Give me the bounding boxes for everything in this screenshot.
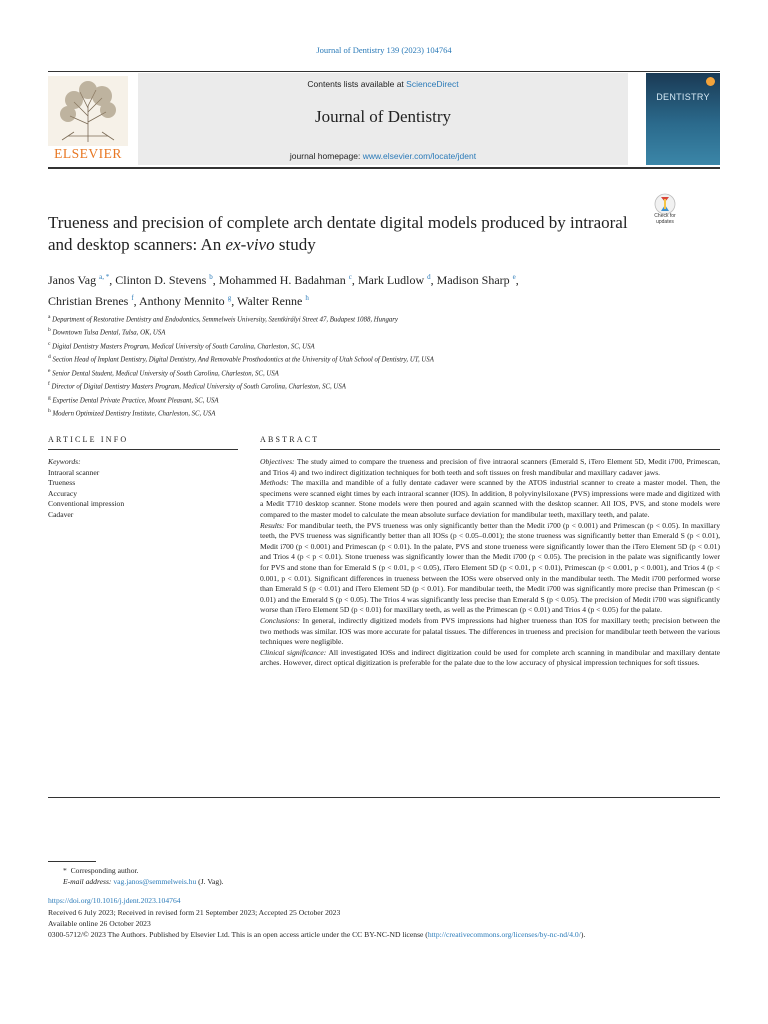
available-online: Available online 26 October 2023 bbox=[48, 918, 151, 928]
author-name[interactable]: Anthony Mennito bbox=[139, 294, 225, 308]
affiliation-item bbox=[48, 393, 688, 406]
affiliation-item bbox=[48, 352, 688, 365]
header-bottom-rule bbox=[48, 167, 720, 169]
author-affiliation-mark[interactable]: d bbox=[427, 273, 431, 281]
affiliation-item bbox=[48, 366, 688, 379]
crossmark-label bbox=[650, 214, 680, 225]
homepage-link[interactable]: www.elsevier.com/locate/jdent bbox=[362, 151, 477, 161]
affiliation-mark: c bbox=[48, 340, 51, 347]
author-affiliation-mark[interactable]: c bbox=[348, 273, 352, 281]
elsevier-wordmark: ELSEVIER bbox=[54, 146, 122, 161]
article-title-end: study bbox=[274, 234, 316, 254]
author-name[interactable]: Walter Renne bbox=[236, 294, 303, 308]
article-info-rule bbox=[48, 449, 238, 450]
affiliation-mark: h bbox=[48, 408, 51, 415]
journal-title: Journal of Dentistry bbox=[315, 107, 451, 126]
affiliation-text: Modern Optimized Dentistry Institute, Charleston, SC, USA bbox=[52, 410, 216, 418]
objectives-label: Objectives: bbox=[260, 457, 295, 466]
homepage-prefix: journal homepage: bbox=[289, 151, 363, 161]
license-link[interactable]: http://creativecommons.org/licenses/by-nc-nd/4.0/ bbox=[427, 930, 581, 940]
cover-badge-icon bbox=[706, 77, 715, 86]
keywords-block bbox=[48, 457, 238, 521]
results-text: For mandibular teeth, the PVS trueness was only significantly better than the Medit i700 (p < 0.001) and Primescan (p < 0.05). In maxillary teeth, the PVS trueness was significantly better than all IOSs (p < 0.05–0.001); the stone trueness was significantly better than Emerald S (p < 0.01), Medit i700 (p < 0.001) and Primescan (p < 0.01). In the palate, PVS and stone trueness were significantly lower than the iTero Element 5D (p < 0.01) and Trios 4 (p < p < 0.01). Stone trueness was significantly lower than the Medit i700 (p < 0.05). The precision in the palate was significantly lower for PVS and stone than for Emerald S (p < 0.01, p < 0.05), iTero Element 5D (p < 0.01, p < 0.01), Primescan (p < 0.001, p < 0.001), and Trios 4 (p < 0.001, p < 0.01). Significant differences in trueness between the IOSs were observed only in the mandibular teeth. The Medit i700 performed worse than Emerald S (p < 0.01) and iTero Element 5D (p < 0.01). For mandibular teeth, the Medit i700 was significantly more precise than Primescan (p < 0.01) and the Emerald S (p < 0.05). The Trios 4 was significantly less precise than Emerald S (p < 0.05). The precision of Medit i700 was significantly worse than iTero Element 5D (p < 0.01) for maxillary teeth, as well as the Primescan (p < 0.01) and Trios 4 (p < 0.05) for the palate. bbox=[260, 520, 720, 615]
author-name[interactable]: Mark Ludlow bbox=[357, 273, 425, 287]
contents-prefix: Contents lists available at bbox=[307, 79, 407, 89]
affiliation-mark: f bbox=[48, 381, 50, 388]
affiliation-mark: e bbox=[48, 367, 51, 374]
clinical-significance-text: All investigated IOSs and indirect digitization could be used for complete arch scanning in mandibular and maxillary dentate arches. However, direct optical digitization is preferable for the palate due to the low accuracy of physical impression techniques for soft tissues. bbox=[260, 647, 720, 668]
author-name[interactable]: Christian Brenes bbox=[48, 294, 129, 308]
affiliation-item bbox=[48, 339, 688, 352]
abstract-body bbox=[260, 457, 720, 669]
journal-cover-image[interactable] bbox=[646, 73, 720, 165]
affiliation-text: Expertise Dental Private Practice, Mount Pleasant, SC, USA bbox=[52, 397, 219, 405]
crossmark-icon bbox=[650, 193, 680, 215]
keyword-item: Accuracy bbox=[48, 488, 78, 498]
author-name[interactable]: Madison Sharp bbox=[436, 273, 510, 287]
article-title-italic: ex-vivo bbox=[225, 234, 275, 254]
license-suffix: ). bbox=[580, 930, 586, 940]
clinical-significance-label: Clinical significance: bbox=[260, 647, 327, 657]
author-affiliation-mark[interactable]: f bbox=[131, 294, 134, 302]
author-list: Janos Vag $^{a, *}$, Clinton D. Stevens $^b$, Mohammed H. Badahman $^c$, Mark Ludlow $^d$, Madison Sharp $^e$, Christian Brenes $^f$, Anthony Mennito $^g$, Walter Renne $^h$ bbox=[48, 273, 519, 308]
abstract-objectives bbox=[260, 457, 720, 478]
methods-text: The maxilla and mandible of a fully dentate cadaver were scanned by the ATOS industrial scanner to create a master model. Then, the specimens were scanned eight times by each intraoral scanner (IOS). In addition, 8 polyvinylsiloxane (PVS) impressions were made and digitized with a Medit T710 desktop scanner. Stone models were then poured and again scanned with the desktop scanner. All IOS, PVS, and stone models were compared to the master model to calculate the mean absolute surface deviation for mandibular teeth, maxillary teeth, and palate. bbox=[260, 478, 720, 519]
keyword-item: Cadaver bbox=[48, 509, 74, 519]
author-affiliation-mark[interactable]: a, * bbox=[99, 273, 110, 281]
abstract-clinical-significance bbox=[260, 648, 720, 669]
affiliation-list bbox=[48, 312, 688, 420]
author-affiliation-mark[interactable]: b bbox=[209, 273, 213, 281]
article-title-main: Trueness and precision of complete arch dentate digital models produced by intraoral and desktop scanners: An bbox=[48, 213, 628, 254]
keyword-item: Conventional impression bbox=[48, 499, 125, 509]
footnotes bbox=[48, 865, 720, 940]
article-title bbox=[48, 212, 638, 255]
footnote-rule bbox=[48, 861, 96, 862]
author-name[interactable]: Clinton D. Stevens bbox=[115, 273, 207, 287]
conclusions-label: Conclusions: bbox=[260, 615, 301, 625]
sciencedirect-link[interactable]: ScienceDirect bbox=[406, 79, 459, 89]
author-name[interactable]: Mohammed H. Badahman bbox=[218, 273, 346, 287]
affiliation-item bbox=[48, 312, 688, 325]
journal-homepage-line bbox=[138, 151, 628, 161]
crossmark-label-line1: Check for bbox=[654, 213, 676, 219]
contents-available-line bbox=[138, 79, 628, 89]
journal-header-box bbox=[138, 73, 628, 165]
abstract-methods bbox=[260, 478, 720, 520]
results-label: Results: bbox=[260, 520, 285, 530]
abstract-rule bbox=[260, 449, 720, 450]
conclusions-text: In general, indirectly digitized models from PVS impressions had higher trueness than IOS for maxillary teeth; precision between the two methods was similar. IOS was more accurate for palatal tissues. The differences in trueness and precision for mandibular teeth between the various techniques were negligible. bbox=[260, 615, 720, 647]
affiliation-item bbox=[48, 406, 688, 419]
email-suffix: (J. Vag). bbox=[196, 877, 224, 887]
author-name[interactable]: Janos Vag bbox=[48, 273, 97, 287]
check-for-updates-button[interactable] bbox=[650, 193, 680, 229]
abstract-conclusions bbox=[260, 616, 720, 648]
elsevier-logo[interactable] bbox=[48, 76, 128, 164]
affiliation-item bbox=[48, 325, 688, 338]
affiliation-text: Director of Digital Dentistry Masters Program, Medical University of South Carolina, Charleston, SC, USA bbox=[51, 383, 346, 391]
cover-title: DENTISTRY bbox=[656, 92, 710, 102]
keywords-label: Keywords: bbox=[48, 457, 81, 466]
abstract-results bbox=[260, 521, 720, 616]
crossmark-label-line2: updates bbox=[656, 218, 674, 225]
author-affiliation-mark[interactable]: h bbox=[305, 294, 309, 302]
journal-reference[interactable]: Journal of Dentistry 139 (2023) 104764 bbox=[316, 45, 452, 55]
elsevier-tree-icon bbox=[48, 76, 128, 146]
methods-label: Methods: bbox=[260, 478, 289, 488]
affiliation-item bbox=[48, 379, 688, 392]
article-info-heading: ARTICLE INFO bbox=[48, 435, 129, 444]
affiliation-text: Downtown Tulsa Dental, Tulsa, OK, USA bbox=[52, 329, 166, 337]
author-affiliation-mark[interactable]: e bbox=[512, 273, 516, 281]
received-dates: Received 6 July 2023; Received in revised form 21 September 2023; Accepted 25 October 2023 bbox=[48, 907, 341, 917]
abstract-bottom-rule bbox=[48, 797, 720, 798]
corresponding-author-note bbox=[48, 865, 720, 876]
affiliation-mark: b bbox=[48, 327, 51, 334]
keyword-item: Intraoral scanner bbox=[48, 467, 100, 477]
affiliation-mark: a bbox=[48, 314, 51, 320]
affiliation-mark: g bbox=[48, 394, 51, 401]
doi-link[interactable]: https://doi.org/10.1016/j.jdent.2023.104764 bbox=[48, 896, 181, 906]
header-top-rule bbox=[48, 71, 720, 72]
objectives-text: The study aimed to compare the trueness and precision of five intraoral scanners (Emerald S, iTero Element 5D, Medit i700, Primescan, and Trios 4) and two indirect digitization techniques for both teeth and soft tissues on fresh mandibular and maxillary cadaver jaws. bbox=[260, 457, 720, 477]
affiliation-text: Section Head of Implant Dentistry, Digital Dentistry, And Removable Prosthodontics at the University of Utah School of Dentistry, UT, USA bbox=[52, 356, 434, 364]
license-prefix: 0300-5712/© 2023 The Authors. Published by Elsevier Ltd. This is an open access article under the CC BY-NC-ND license ( bbox=[48, 930, 428, 940]
affiliation-text: Digital Dentistry Masters Program, Medical University of South Carolina, Charleston, SC, USA bbox=[52, 343, 315, 351]
affiliation-text: Senior Dental Student, Medical University of South Carolina, Charleston, SC, USA bbox=[52, 370, 279, 378]
keyword-item: Trueness bbox=[48, 478, 76, 488]
license-statement bbox=[48, 929, 720, 940]
email-line bbox=[48, 876, 720, 887]
abstract-heading: ABSTRACT bbox=[260, 435, 320, 444]
affiliation-mark: d bbox=[48, 354, 51, 361]
email-label: E-mail address: bbox=[63, 877, 112, 887]
affiliation-text: Department of Restorative Dentistry and Endodontics, Semmelweis University, Szentkirályi Street 47, Budapest 1088, Hungary bbox=[52, 316, 398, 324]
email-link[interactable]: vag.janos@semmelweis.hu bbox=[113, 877, 197, 887]
corresponding-mark: * bbox=[63, 866, 67, 875]
author-affiliation-mark[interactable]: g bbox=[227, 294, 232, 302]
corresponding-text: Corresponding author. bbox=[70, 866, 139, 875]
